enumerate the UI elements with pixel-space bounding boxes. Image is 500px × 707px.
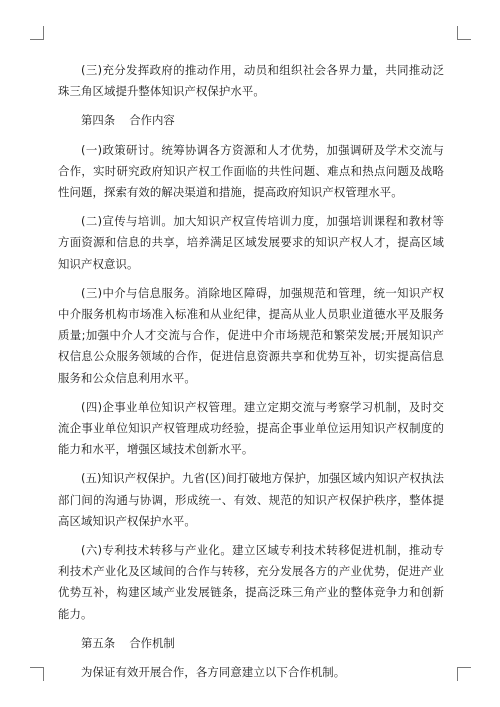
crop-mark-bottom-left-v [43, 667, 44, 681]
crop-mark-bottom-left-h [30, 667, 44, 668]
article-title: 合作机制 [129, 635, 175, 650]
paragraph-patent-transfer: (六)专利技术转移与产业化。建立区域专利技术转移促进机制，推动专利技术产业化及区域间的合作与转移，充分发展各方的产业优势，促进产业优势互补，构建区域产业发展链条，提高泛珠三角产业的整体竞争力和创新能力。 [58, 543, 444, 621]
paragraph-cooperation-mechanism-intro: 为保证有效开展合作，各方同意建立以下合作机制。 [81, 665, 346, 680]
crop-mark-top-left-h [30, 39, 44, 40]
article-heading-5 [58, 633, 444, 654]
crop-mark-bottom-right-v [457, 667, 458, 681]
paragraph-ip-protection: (五)知识产权保护。九省(区)间打破地方保护，加强区域内知识产权执法部门间的沟通与协调，形成统一、有效、规范的知识产权保护秩序，整体提高区域知识产权保护水平。 [58, 471, 444, 528]
document-body [58, 60, 444, 691]
paragraph-publicity-training: (二)宣传与培训。加大知识产权宣传培训力度，加强培训课程和教材等方面资源和信息的共享，培养满足区域发展要求的知识产权人才，提高区域知识产权意识。 [58, 214, 444, 271]
paragraph-enterprise-ip-management: (四)企事业单位知识产权管理。建立定期交流与考察学习机制，及时交流企事业单位知识产权管理成功经验，提高企事业单位运用知识产权制度的能力和水平，增强区域技术创新水平。 [58, 399, 444, 457]
article-number: 第四条 [81, 113, 116, 128]
crop-mark-bottom-right-h [457, 667, 471, 668]
paragraph-policy-research: (一)政策研讨。统筹协调各方资源和人才优势，加强调研及学术交流与合作，实时研究政府知识产权工作面临的共性问题、难点和热点问题及战略性问题，探索有效的解决渠道和措施，提高政府知识产权管理水平。 [58, 142, 444, 200]
crop-mark-top-left-v [43, 26, 44, 40]
article-number: 第五条 [81, 635, 116, 650]
article-title: 合作内容 [129, 113, 175, 128]
article-heading-4 [58, 110, 444, 131]
crop-mark-top-right-v [457, 26, 458, 40]
paragraph-agency-info-services: (三)中介与信息服务。消除地区障碍，加强规范和管理，统一知识产权中介服务机构市场准入标准和从业纪律，提高从业人员职业道德水平及服务质量;加强中介人才交流与合作，促进中介市场规范和繁荣发展;开展知识产权信息公众服务领域的合作，促进信息资源共享和优势互补，切实提高信息服务和公众信息利用水平。 [58, 285, 444, 385]
paragraph-3-govt-role: (三)充分发挥政府的推动作用，动员和组织社会各界力量，共同推动泛珠三角区域提升整体知识产权保护水平。 [58, 63, 444, 99]
crop-mark-top-right-h [457, 39, 471, 40]
